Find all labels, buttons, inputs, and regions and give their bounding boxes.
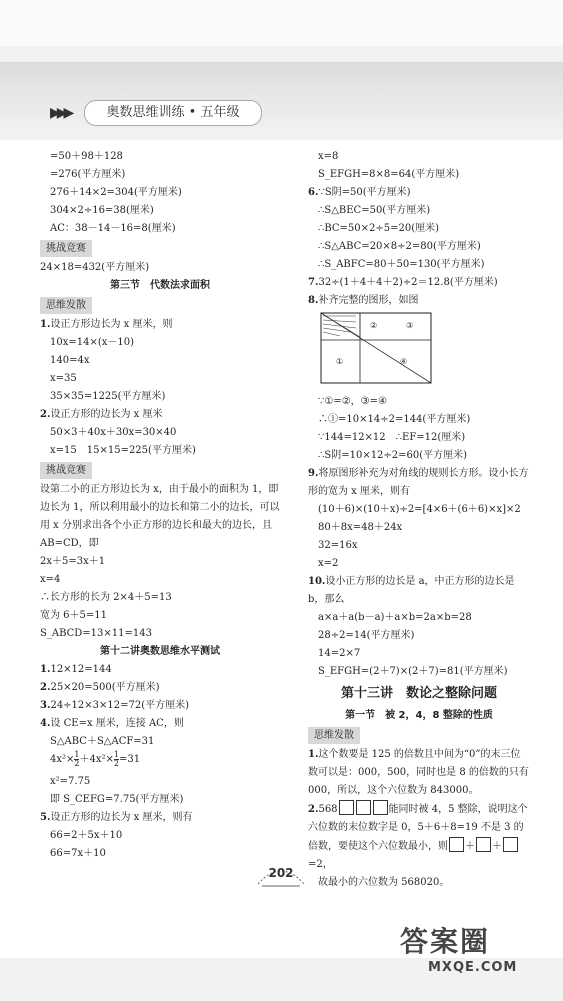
- question-text: 设小正方形的边长是 a，中正方形的边长是 b，那么: [308, 576, 515, 605]
- eq-line: x=15 15×15=225(平方厘米): [50, 445, 196, 456]
- eq-line: ∴长方形的长为 2×4＋5=13: [40, 592, 172, 603]
- eq-line: 2x＋5=3x＋1: [40, 556, 106, 567]
- eq-line: ∵144=12×12 ∴EF=12(厘米): [318, 432, 466, 443]
- eq-line: S_EFGH=8×8=64(平方厘米): [318, 169, 460, 180]
- eq-line: x=8: [318, 151, 339, 162]
- question-number: 5.: [40, 812, 51, 823]
- question-2: [308, 800, 530, 874]
- eq-line: 14=2×7: [318, 648, 361, 659]
- section-title: 第一节 被 2，4，8 整除的性质: [345, 710, 493, 721]
- section-box-thinking: 思维发散: [308, 727, 360, 744]
- number-prefix: 568: [318, 804, 338, 815]
- eq-line: 即 S_CEFG=7.75(平方厘米): [50, 794, 184, 805]
- eq-line: ∴BC=50×2÷5=20(厘米): [318, 223, 440, 234]
- question-number: 3.: [40, 700, 51, 711]
- question-number: 8.: [308, 295, 319, 306]
- question-text: 能同时被 4，5 整除，说明这个六位数的末位数字是 0，5＋6＋8=19 不是 3 的倍数，要使这个六位数最小，则: [308, 804, 528, 852]
- question-text: 设正方形的边长为 x 厘米: [50, 409, 163, 420]
- eq-line: 故最小的六位数为 568020。: [318, 877, 450, 888]
- question-number: 4.: [40, 718, 51, 729]
- eq-part: =2，: [308, 859, 333, 870]
- status-bar-area: [0, 0, 563, 46]
- eq-line: S_EFGH=(2＋7)×(2＋7)=81(平方厘米): [318, 666, 508, 677]
- lecture-title: 第十三讲 数论之整除问题: [340, 686, 497, 701]
- section-box-challenge: 挑战竞赛: [40, 462, 92, 479]
- question-text: 设 CE=x 厘米，连接 AC，则: [50, 718, 184, 729]
- geometry-figure: [320, 312, 530, 391]
- region-label: ②: [370, 321, 378, 330]
- eq-line: 32=16x: [318, 540, 358, 551]
- book-title: 奥数思维训练 • 五年级: [84, 100, 262, 126]
- question-text: 24÷12×3×12=72(平方厘米): [50, 700, 190, 711]
- eq-part: =31: [118, 754, 141, 765]
- eq-line: 50×3＋40x＋30x=30×40: [50, 427, 177, 438]
- eq-line: a×a＋a(b－a)＋a×b=2a×b=28: [318, 612, 472, 623]
- question-number: 7.: [308, 277, 319, 288]
- region-label: ①: [336, 357, 344, 366]
- watermark-logo: [400, 920, 560, 1000]
- left-column: [40, 148, 280, 863]
- eq-line: 28÷2=14(平方厘米): [318, 630, 415, 641]
- blank-box: [356, 800, 371, 815]
- chevron-arrows-icon: ▶▶▶: [50, 105, 71, 121]
- eq-line: =50＋98＋128: [50, 151, 123, 162]
- eq-line: ∴S△BEC=50(平方厘米): [318, 205, 431, 216]
- eq-line: x=35: [50, 373, 77, 384]
- eq-part: ＋4x²×: [79, 754, 114, 765]
- eq-line: 24×18=432(平方厘米): [40, 262, 150, 273]
- section-box-challenge: 挑战竞赛: [40, 240, 92, 257]
- fraction-equation: [40, 751, 280, 773]
- section-title: 第十二讲奥数思维水平测试: [100, 646, 220, 657]
- fraction-numerator: 1: [113, 750, 119, 759]
- eq-line: 140=4x: [50, 355, 90, 366]
- fraction-numerator: 1: [74, 750, 80, 759]
- eq-part: 4x²×: [50, 754, 75, 765]
- eq-line: =276(平方厘米): [50, 169, 126, 180]
- eq-part: ＋: [465, 841, 475, 852]
- eq-line: ∴S△ABC=20×8÷2=80(平方厘米): [318, 241, 481, 252]
- region-label: ④: [400, 357, 408, 366]
- eq-line: S_ABCD=13×11=143: [40, 628, 152, 639]
- page-number: 202: [268, 866, 294, 880]
- fraction-denominator: 2: [113, 759, 119, 768]
- eq-line: ∴S_ABFC=80＋50=130(平方厘米): [318, 259, 485, 270]
- eq-line: 66=2＋5x＋10: [50, 830, 123, 841]
- right-column: [308, 148, 530, 892]
- question-number: 2.: [308, 804, 319, 815]
- question-number: 2.: [40, 682, 51, 693]
- question-number: 6.: [308, 187, 319, 198]
- question-text: 补齐完整的图形，如图: [318, 295, 419, 306]
- eq-line: 304×2÷16=38(厘米): [50, 205, 154, 216]
- question-text: ∵S阴=50(平方厘米): [318, 187, 411, 198]
- eq-line: 80＋8x=48＋24x: [318, 522, 403, 533]
- question-text: 设正方形的边长为 x 厘米，则有: [50, 812, 193, 823]
- watermark-main: 答案圈: [400, 925, 491, 958]
- section-box-thinking: 思维发散: [40, 297, 92, 314]
- question-text: 这个数要是 125 的倍数且中间为“0”的末三位数可以是：000，500，同时也是 8 的倍数的只有 000，所以，这个六位数为 843000。: [308, 749, 529, 796]
- question-text: 将原图形补充为对角线的规则长方形。设小长方形的宽为 x 厘米，则有: [308, 468, 529, 497]
- question-text: 12×12=144: [50, 664, 112, 675]
- rectangle-diagram: [320, 312, 432, 384]
- question-number: 2.: [40, 409, 51, 420]
- question-number: 1.: [308, 749, 319, 760]
- eq-line: S△ABC＋S△ACF=31: [50, 736, 155, 747]
- eq-line: x²=7.75: [50, 776, 91, 787]
- eq-line: ∴①=10×14÷2=144(平方厘米): [318, 414, 471, 425]
- question-text: 设正方形边长为 x 厘米，则: [50, 319, 173, 330]
- fraction-denominator: 2: [74, 759, 80, 768]
- paragraph: 设第二小的正方形边长为 x，由于最小的面积为 1，即边长为 1，所以利用最小的边长和第二小的边长，可以用 x 分别求出各个小正方形的边长和最大的边长，且 AB=CD，即: [40, 484, 280, 549]
- blank-box: [476, 837, 491, 852]
- question-number: 9.: [308, 468, 319, 479]
- eq-line: 66=7x＋10: [50, 848, 106, 859]
- question-number: 1.: [40, 319, 51, 330]
- eq-line: 35×35=1225(平方厘米): [50, 391, 166, 402]
- question-text: 25×20=500(平方厘米): [50, 682, 160, 693]
- eq-line: 宽为 6＋5=11: [40, 610, 108, 621]
- page-header-banner: [0, 62, 563, 130]
- eq-line: AC：38－14－16=8(厘米): [50, 223, 176, 234]
- question-number: 10.: [308, 576, 326, 587]
- region-label: ③: [406, 321, 414, 330]
- eq-line: 10x=14×(x－10): [50, 337, 135, 348]
- eq-line: 276＋14×2=304(平方厘米): [50, 187, 182, 198]
- question-number: 1.: [40, 664, 51, 675]
- eq-line: ∵①=②，③=④: [318, 396, 387, 407]
- eq-line: x=4: [40, 574, 61, 585]
- section-title: 第三节 代数法求面积: [110, 280, 210, 291]
- blank-box: [503, 837, 518, 852]
- blank-box: [373, 800, 388, 815]
- eq-line: (10＋6)×(10＋x)÷2=[4×6＋(6＋6)×x]×2: [318, 504, 521, 515]
- question-text: 32÷(1＋4＋4＋2)÷2＝12.8(平方厘米): [318, 277, 498, 288]
- eq-line: ∴S阴=10×12÷2=60(平方厘米): [318, 450, 468, 461]
- eq-line: x=2: [318, 558, 339, 569]
- blank-box: [449, 837, 464, 852]
- blank-box: [339, 800, 354, 815]
- watermark-sub: MXQE.COM: [428, 960, 518, 975]
- eq-part: ＋: [492, 841, 502, 852]
